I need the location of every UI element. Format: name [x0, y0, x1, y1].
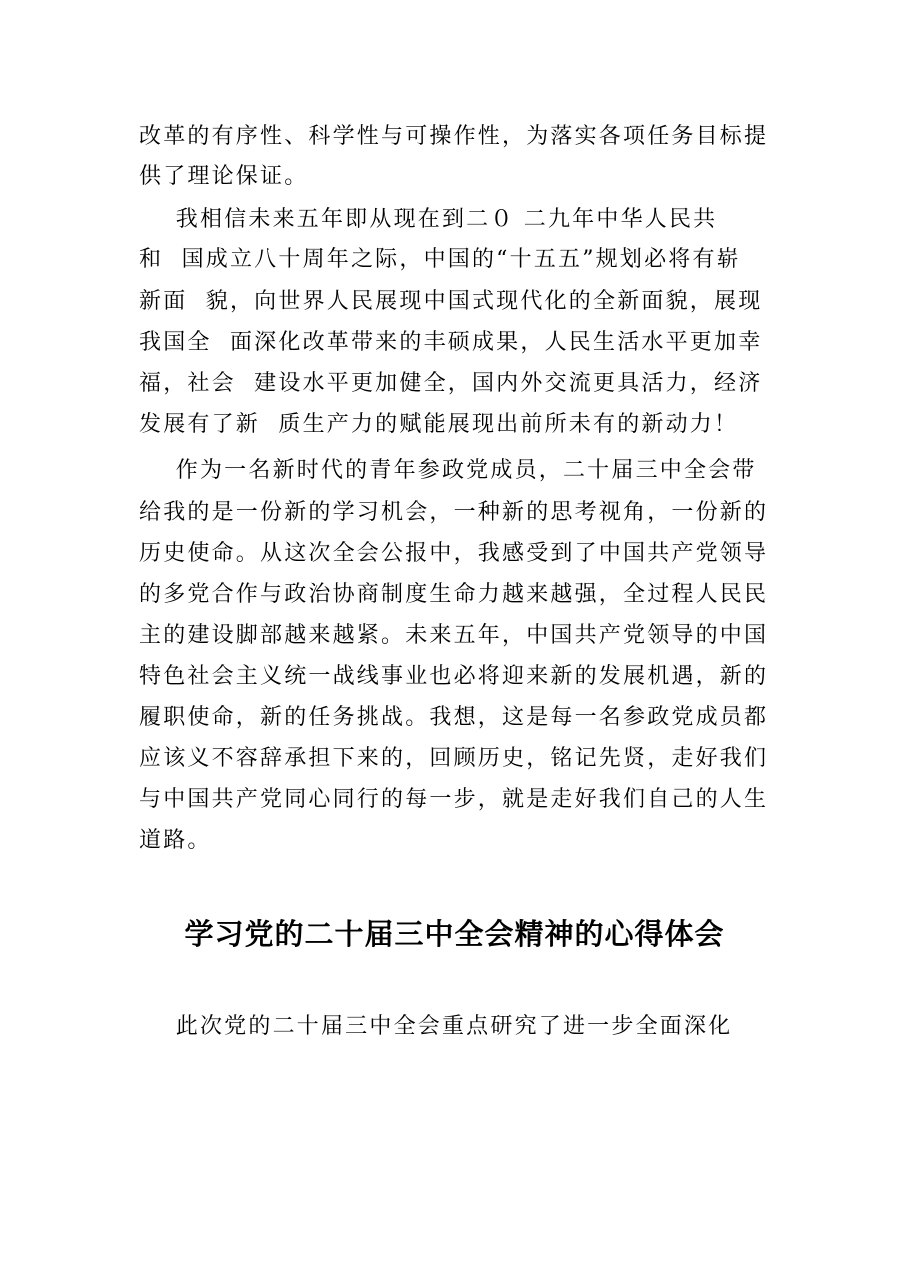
text-line: 我相信未来五年即从现在到二０ 二九年中华人民共 — [139, 207, 718, 232]
text-line: 的多党合作与政治协商制度生命力越来越强，全过程人民民 — [139, 582, 769, 607]
text-line: 我国全 面深化改革带来的丰硕成果，人民生活水平更加幸 — [139, 330, 763, 355]
text-line: 作为一名新时代的青年参政党成员，二十届三中全会带 — [139, 458, 757, 483]
section-title: 学习党的二十届三中全会精神的心得体会 — [184, 917, 725, 951]
text-line: 应该义不容辞承担下来的，回顾历史，铭记先贤，走好我们 — [139, 746, 769, 771]
text-line: 新面 貌，向世界人民展现中国式现代化的全新面貌，展现 — [139, 289, 763, 314]
text-line: 给我的是一份新的学习机会，一种新的思考视角，一份新的 — [139, 500, 769, 525]
text-line: 道路。 — [139, 828, 212, 853]
text-line: 主的建设脚部越来越紧。未来五年，中国共产党领导的中国 — [139, 623, 769, 648]
text-line: 供了理论保证。 — [139, 164, 309, 189]
text-line: 此次党的二十届三中全会重点研究了进一步全面深化 — [139, 1014, 733, 1039]
text-line: 历史使命。从这次全会公报中，我感受到了中国共产党领导 — [139, 541, 769, 566]
text-line: 改革的有序性、科学性与可操作性，为落实各项任务目标提 — [139, 124, 769, 149]
text-line: 特色社会主义统一战线事业也必将迎来新的发展机遇，新的 — [139, 664, 769, 689]
text-line: 履职使命，新的任务挑战。我想，这是每一名参政党成员都 — [139, 705, 769, 730]
text-line: 福，社会 建设水平更加健全，国内外交流更具活力，经济 — [139, 371, 763, 396]
text-line: 与中国共产党同心同行的每一步，就是走好我们自己的人生 — [139, 787, 769, 812]
text-line: 和 国成立八十周年之际，中国的“十五五”规划必将有崭 — [139, 247, 741, 272]
text-line: 发展有了新 质生产力的赋能展现出前所未有的新动力！ — [139, 412, 739, 437]
